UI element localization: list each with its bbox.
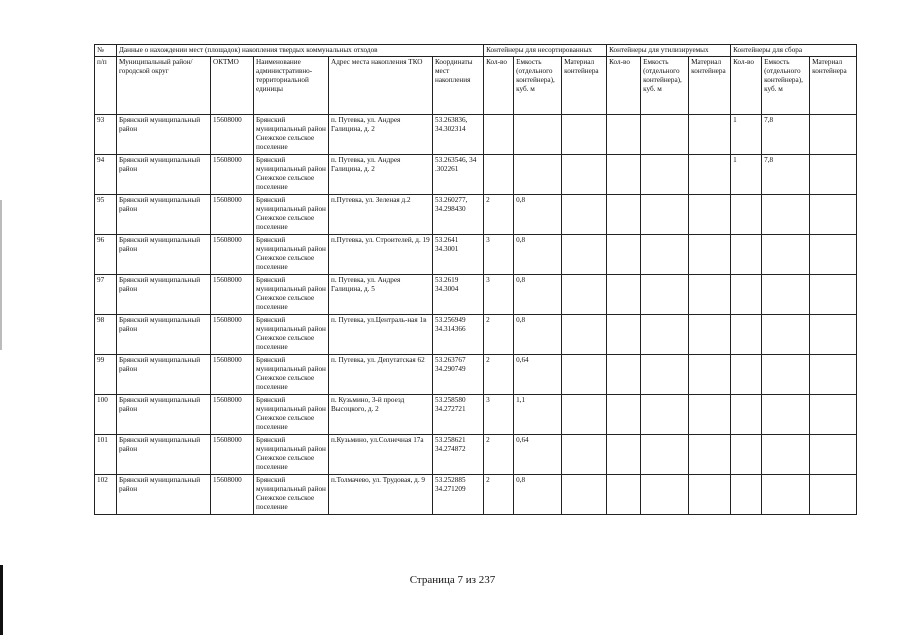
cell-recyclable-capacity	[641, 475, 689, 515]
header-number: №	[95, 45, 117, 57]
cell-unsorted-count: 2	[484, 475, 514, 515]
page-number: Страница 7 из 237	[409, 574, 496, 586]
cell-recyclable-capacity	[641, 275, 689, 315]
cell-coords: 53.260277, 34.298430	[433, 195, 484, 235]
cell-district: Брянский муниципальный район	[117, 355, 211, 395]
table-row	[95, 475, 857, 515]
cell-unsorted-count	[484, 155, 514, 195]
cell-collection-count	[731, 395, 762, 435]
cell-territory: Брянский муниципальный район Снежское сельское поселение	[254, 155, 329, 195]
cell-number: 99	[95, 355, 117, 395]
cell-oktmo: 15608000	[211, 475, 254, 515]
cell-collection-count: 1	[731, 115, 762, 155]
cell-number: 98	[95, 315, 117, 355]
header-recyclable-count: Кол-во	[607, 57, 641, 115]
cell-address: п.Путевка, ул. Строителей, д. 19	[329, 235, 433, 275]
cell-unsorted-material	[562, 195, 607, 235]
cell-recyclable-capacity	[641, 235, 689, 275]
cell-recyclable-count	[607, 235, 641, 275]
cell-collection-material	[810, 355, 857, 395]
header-oktmo: ОКТМО	[211, 57, 254, 115]
cell-coords: 53.263546, 34 .302261	[433, 155, 484, 195]
cell-unsorted-capacity: 0,8	[514, 475, 562, 515]
cell-collection-material	[810, 235, 857, 275]
scan-edge-mark-top	[0, 200, 2, 350]
cell-collection-capacity	[762, 475, 810, 515]
cell-collection-material	[810, 435, 857, 475]
cell-coords: 53.263767 34.290749	[433, 355, 484, 395]
cell-recyclable-material	[689, 315, 731, 355]
cell-number: 95	[95, 195, 117, 235]
cell-recyclable-material	[689, 275, 731, 315]
cell-address: п. Путевка, ул.Централь-ная 1в	[329, 315, 433, 355]
cell-district: Брянский муниципальный район	[117, 155, 211, 195]
cell-collection-capacity	[762, 355, 810, 395]
cell-unsorted-material	[562, 275, 607, 315]
cell-unsorted-count: 2	[484, 195, 514, 235]
cell-recyclable-count	[607, 275, 641, 315]
cell-unsorted-count: 2	[484, 355, 514, 395]
cell-recyclable-material	[689, 435, 731, 475]
cell-unsorted-capacity: 0,64	[514, 355, 562, 395]
cell-address: п. Путевка, ул. Депутатская 62	[329, 355, 433, 395]
table-row	[95, 355, 857, 395]
cell-district: Брянский муниципальный район	[117, 475, 211, 515]
cell-recyclable-count	[607, 195, 641, 235]
cell-unsorted-count: 3	[484, 275, 514, 315]
cell-territory: Брянский муниципальный район Снежское сельское поселение	[254, 475, 329, 515]
cell-recyclable-count	[607, 475, 641, 515]
header-district: Муниципальный район/городской округ	[117, 57, 211, 115]
header-group-places: Данные о нахождении мест (площадок) накопления твердых коммунальных отходов	[117, 45, 484, 57]
cell-number: 100	[95, 395, 117, 435]
cell-oktmo: 15608000	[211, 315, 254, 355]
cell-unsorted-capacity: 0,8	[514, 275, 562, 315]
cell-collection-count	[731, 275, 762, 315]
cell-territory: Брянский муниципальный район Снежское сельское поселение	[254, 315, 329, 355]
cell-district: Брянский муниципальный район	[117, 275, 211, 315]
cell-district: Брянский муниципальный район	[117, 315, 211, 355]
cell-collection-capacity	[762, 195, 810, 235]
cell-recyclable-count	[607, 435, 641, 475]
header-address: Адрес места накопления ТКО	[329, 57, 433, 115]
cell-recyclable-material	[689, 355, 731, 395]
cell-coords: 53.258580 34.272721	[433, 395, 484, 435]
cell-territory: Брянский муниципальный район Снежское сельское поселение	[254, 275, 329, 315]
header-group-unsorted: Контейнеры для несортированных	[484, 45, 607, 57]
header-unsorted-capacity: Емкость (отдельного контейнера), куб. м	[514, 57, 562, 115]
header-pp: п/п	[95, 57, 117, 115]
cell-oktmo: 15608000	[211, 435, 254, 475]
cell-collection-count	[731, 475, 762, 515]
cell-recyclable-capacity	[641, 355, 689, 395]
table-row	[95, 275, 857, 315]
cell-district: Брянский муниципальный район	[117, 235, 211, 275]
cell-coords: 53.263836, 34.302314	[433, 115, 484, 155]
cell-recyclable-capacity	[641, 155, 689, 195]
cell-unsorted-material	[562, 435, 607, 475]
table-row	[95, 235, 857, 275]
cell-recyclable-material	[689, 235, 731, 275]
cell-collection-capacity	[762, 275, 810, 315]
header-coords: Координаты мест накопления	[433, 57, 484, 115]
cell-address: п. Путевка, ул. Андрея Галицина, д. 5	[329, 275, 433, 315]
waste-sites-table	[94, 44, 857, 515]
cell-collection-material	[810, 315, 857, 355]
cell-unsorted-capacity: 0,8	[514, 315, 562, 355]
cell-recyclable-material	[689, 475, 731, 515]
cell-unsorted-capacity: 0,64	[514, 435, 562, 475]
cell-unsorted-count: 2	[484, 435, 514, 475]
cell-address: п. Путевка, ул. Андрея Галицина, д. 2	[329, 115, 433, 155]
cell-recyclable-capacity	[641, 435, 689, 475]
cell-collection-capacity: 7,8	[762, 155, 810, 195]
cell-coords: 53.256949 34.314366	[433, 315, 484, 355]
cell-collection-count: 1	[731, 155, 762, 195]
cell-recyclable-capacity	[641, 395, 689, 435]
cell-district: Брянский муниципальный район	[117, 195, 211, 235]
cell-unsorted-material	[562, 115, 607, 155]
cell-recyclable-count	[607, 395, 641, 435]
cell-number: 94	[95, 155, 117, 195]
cell-collection-capacity	[762, 315, 810, 355]
cell-unsorted-count: 3	[484, 235, 514, 275]
cell-recyclable-capacity	[641, 195, 689, 235]
header-group-recyclable: Контейнеры для утилизируемых	[607, 45, 731, 57]
cell-recyclable-count	[607, 115, 641, 155]
header-collection-count: Кол-во	[731, 57, 762, 115]
cell-unsorted-count: 2	[484, 315, 514, 355]
cell-collection-count	[731, 435, 762, 475]
cell-coords: 53.2641 34.3001	[433, 235, 484, 275]
cell-collection-count	[731, 195, 762, 235]
cell-recyclable-material	[689, 115, 731, 155]
cell-collection-capacity	[762, 235, 810, 275]
cell-collection-capacity	[762, 435, 810, 475]
cell-territory: Брянский муниципальный район Снежское сельское поселение	[254, 355, 329, 395]
cell-territory: Брянский муниципальный район Снежское сельское поселение	[254, 235, 329, 275]
table-row	[95, 155, 857, 195]
table-row	[95, 315, 857, 355]
cell-district: Брянский муниципальный район	[117, 435, 211, 475]
cell-number: 101	[95, 435, 117, 475]
cell-recyclable-material	[689, 155, 731, 195]
cell-oktmo: 15608000	[211, 195, 254, 235]
cell-oktmo: 15608000	[211, 275, 254, 315]
cell-recyclable-material	[689, 395, 731, 435]
cell-collection-material	[810, 395, 857, 435]
cell-territory: Брянский муниципальный район Снежское сельское поселение	[254, 435, 329, 475]
header-recyclable-capacity: Емкость (отдельного контейнера), куб. м	[641, 57, 689, 115]
cell-territory: Брянский муниципальный район Снежское сельское поселение	[254, 115, 329, 155]
cell-number: 96	[95, 235, 117, 275]
cell-collection-material	[810, 475, 857, 515]
cell-coords: 53.2619 34.3004	[433, 275, 484, 315]
cell-address: п. Кузьмино, 3-й проезд Высоцкого, д. 2	[329, 395, 433, 435]
cell-collection-count	[731, 315, 762, 355]
cell-oktmo: 15608000	[211, 235, 254, 275]
cell-unsorted-count: 3	[484, 395, 514, 435]
header-recyclable-material: Материал контейнера	[689, 57, 731, 115]
cell-recyclable-capacity	[641, 315, 689, 355]
cell-territory: Брянский муниципальный район Снежское сельское поселение	[254, 395, 329, 435]
cell-coords: 53.252885 34.271209	[433, 475, 484, 515]
cell-unsorted-count	[484, 115, 514, 155]
table-row	[95, 435, 857, 475]
header-collection-capacity: Емкость (отдельного контейнера), куб. м	[762, 57, 810, 115]
cell-collection-material	[810, 115, 857, 155]
cell-recyclable-count	[607, 315, 641, 355]
header-unsorted-material: Материал контейнера	[562, 57, 607, 115]
cell-recyclable-material	[689, 195, 731, 235]
cell-address: п.Кузьмино, ул.Солнечная 17а	[329, 435, 433, 475]
cell-address: п. Путевка, ул. Андрея Галицина, д. 2	[329, 155, 433, 195]
table-row	[95, 115, 857, 155]
cell-collection-material	[810, 155, 857, 195]
cell-recyclable-capacity	[641, 115, 689, 155]
cell-unsorted-material	[562, 155, 607, 195]
cell-recyclable-count	[607, 155, 641, 195]
cell-territory: Брянский муниципальный район Снежское сельское поселение	[254, 195, 329, 235]
cell-unsorted-material	[562, 475, 607, 515]
cell-oktmo: 15608000	[211, 355, 254, 395]
cell-number: 93	[95, 115, 117, 155]
cell-district: Брянский муниципальный район	[117, 115, 211, 155]
cell-unsorted-capacity	[514, 155, 562, 195]
cell-unsorted-capacity: 0,8	[514, 235, 562, 275]
cell-collection-count	[731, 355, 762, 395]
cell-oktmo: 15608000	[211, 155, 254, 195]
cell-unsorted-material	[562, 315, 607, 355]
header-unsorted-count: Кол-во	[484, 57, 514, 115]
header-territory: Наименование административно-территориальной единицы	[254, 57, 329, 115]
cell-collection-count	[731, 235, 762, 275]
cell-collection-material	[810, 195, 857, 235]
cell-oktmo: 15608000	[211, 115, 254, 155]
table-row	[95, 395, 857, 435]
cell-recyclable-count	[607, 355, 641, 395]
header-row-columns	[95, 57, 857, 115]
cell-unsorted-capacity: 0,8	[514, 195, 562, 235]
cell-address: п.Путевка, ул. Зеленая д.2	[329, 195, 433, 235]
cell-unsorted-capacity	[514, 115, 562, 155]
header-collection-material: Материал контейнера	[810, 57, 857, 115]
cell-number: 97	[95, 275, 117, 315]
cell-collection-capacity	[762, 395, 810, 435]
header-row-groups	[95, 45, 857, 57]
cell-coords: 53.258621 34.274872	[433, 435, 484, 475]
cell-oktmo: 15608000	[211, 395, 254, 435]
cell-unsorted-material	[562, 395, 607, 435]
cell-unsorted-material	[562, 355, 607, 395]
cell-collection-material	[810, 275, 857, 315]
cell-collection-capacity: 7,8	[762, 115, 810, 155]
cell-unsorted-capacity: 1,1	[514, 395, 562, 435]
header-group-collection: Контейнеры для сбора	[731, 45, 857, 57]
cell-number: 102	[95, 475, 117, 515]
table-row	[95, 195, 857, 235]
cell-address: п.Толмачево, ул. Трудовая, д. 9	[329, 475, 433, 515]
cell-unsorted-material	[562, 235, 607, 275]
cell-district: Брянский муниципальный район	[117, 395, 211, 435]
